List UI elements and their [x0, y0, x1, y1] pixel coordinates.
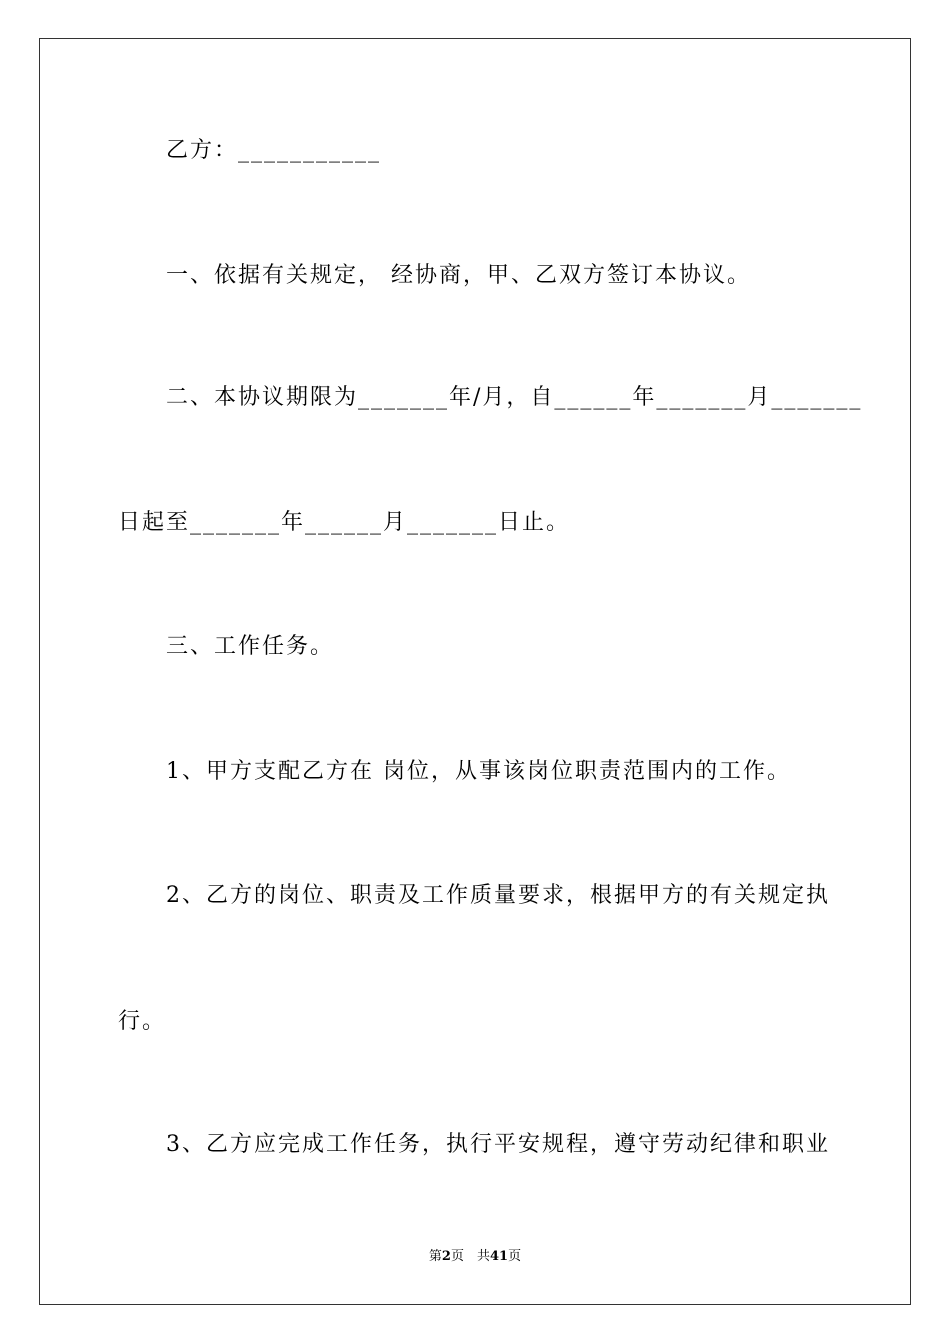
clause-2-line: 二、本协议期限为_______年/月，自______年_______月_______ [166, 385, 863, 410]
clause-1-line: 一、依据有关规定， 经协商，甲、乙双方签订本协议。 [166, 263, 751, 288]
page-border [39, 38, 911, 1305]
clause-3-heading: 三、工作任务。 [166, 634, 335, 659]
footer-page-total: 41 [489, 1249, 509, 1264]
task-item-2: 2、乙方的岗位、职责及工作质量要求，根据甲方的有关规定执 [166, 883, 830, 908]
footer-page-prefix: 第 [428, 1249, 442, 1264]
task-item-2-continued: 行。 [118, 1009, 167, 1034]
clause-2-continued-line: 日起至_______年______月_______日止。 [118, 510, 571, 535]
task-item-3: 3、乙方应完成工作任务，执行平安规程，遵守劳动纪律和职业 [166, 1132, 830, 1157]
task-item-1: 1、甲方支配乙方在 岗位，从事该岗位职责范围内的工作。 [166, 759, 791, 784]
footer-page-mid: 页 共 [450, 1249, 490, 1264]
footer-page-current: 2 [441, 1249, 451, 1264]
footer-page-suffix: 页 [508, 1249, 522, 1264]
page-number-footer [0, 1248, 950, 1266]
party-b-line: 乙方：___________ [166, 138, 382, 163]
